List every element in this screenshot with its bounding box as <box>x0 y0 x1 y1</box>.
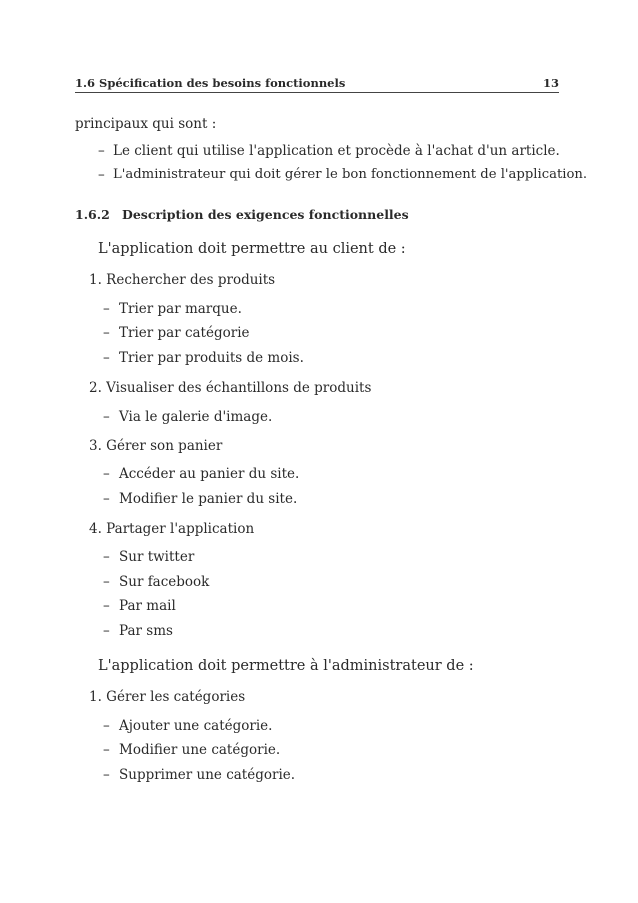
bullet-dash: – <box>103 549 110 565</box>
subsection-title: Description des exigences fonctionnelles <box>122 207 409 222</box>
admin-intro: L'application doit permettre à l'administrateur de : <box>98 658 474 674</box>
admin-item-1-sub-1: Ajouter une catégorie. <box>119 718 273 734</box>
page-number: 13 <box>542 76 559 90</box>
bullet-dash: – <box>103 742 110 758</box>
bullet-dash: – <box>103 598 110 614</box>
client-item-4-sub-2: Sur facebook <box>119 574 210 590</box>
client-item-2-sub-1: Via le galerie d'image. <box>119 409 273 425</box>
subsection-heading <box>75 206 409 224</box>
client-item-4: 4. Partager l'application <box>89 521 255 537</box>
bullet-dash: – <box>103 301 110 317</box>
bullet-dash: – <box>103 325 110 341</box>
client-intro: L'application doit permettre au client de : <box>98 241 406 257</box>
bullet-dash: – <box>103 718 110 734</box>
client-item-1-sub-3: Trier par produits de mois. <box>119 350 304 366</box>
intro-text: principaux qui sont : <box>75 116 217 132</box>
client-item-3-sub-2: Modifier le panier du site. <box>119 491 298 507</box>
client-item-1: 1. Rechercher des produits <box>89 272 276 288</box>
subsection-number: 1.6.2 <box>75 207 110 222</box>
bullet-dash: – <box>98 143 105 159</box>
client-item-4-sub-1: Sur twitter <box>119 549 195 565</box>
client-item-3-sub-1: Accéder au panier du site. <box>119 466 300 482</box>
admin-item-1-sub-3: Supprimer une catégorie. <box>119 767 296 783</box>
bullet-dash: – <box>103 466 110 482</box>
bullet-dash: – <box>103 623 110 639</box>
client-item-2: 2. Visualiser des échantillons de produits <box>89 380 372 396</box>
admin-item-1: 1. Gérer les catégories <box>89 689 246 705</box>
intro-bullet-client: Le client qui utilise l'application et procède à l'achat d'un article. <box>113 143 560 159</box>
bullet-dash: – <box>103 350 110 366</box>
client-item-4-sub-3: Par mail <box>119 598 176 614</box>
bullet-dash: – <box>98 167 105 183</box>
bullet-dash: – <box>103 574 110 590</box>
bullet-dash: – <box>103 491 110 507</box>
client-item-1-sub-1: Trier par marque. <box>119 301 242 317</box>
intro-bullet-admin: L'administrateur qui doit gérer le bon fonctionnement de l'application. <box>113 167 588 182</box>
bullet-dash: – <box>103 409 110 425</box>
section-title: 1.6 Spécification des besoins fonctionnels <box>75 76 346 90</box>
running-header <box>75 74 559 93</box>
client-item-3: 3. Gérer son panier <box>89 438 223 454</box>
client-item-1-sub-2: Trier par catégorie <box>119 325 250 341</box>
client-item-4-sub-4: Par sms <box>119 623 173 639</box>
admin-item-1-sub-2: Modifier une catégorie. <box>119 742 281 758</box>
bullet-dash: – <box>103 767 110 783</box>
